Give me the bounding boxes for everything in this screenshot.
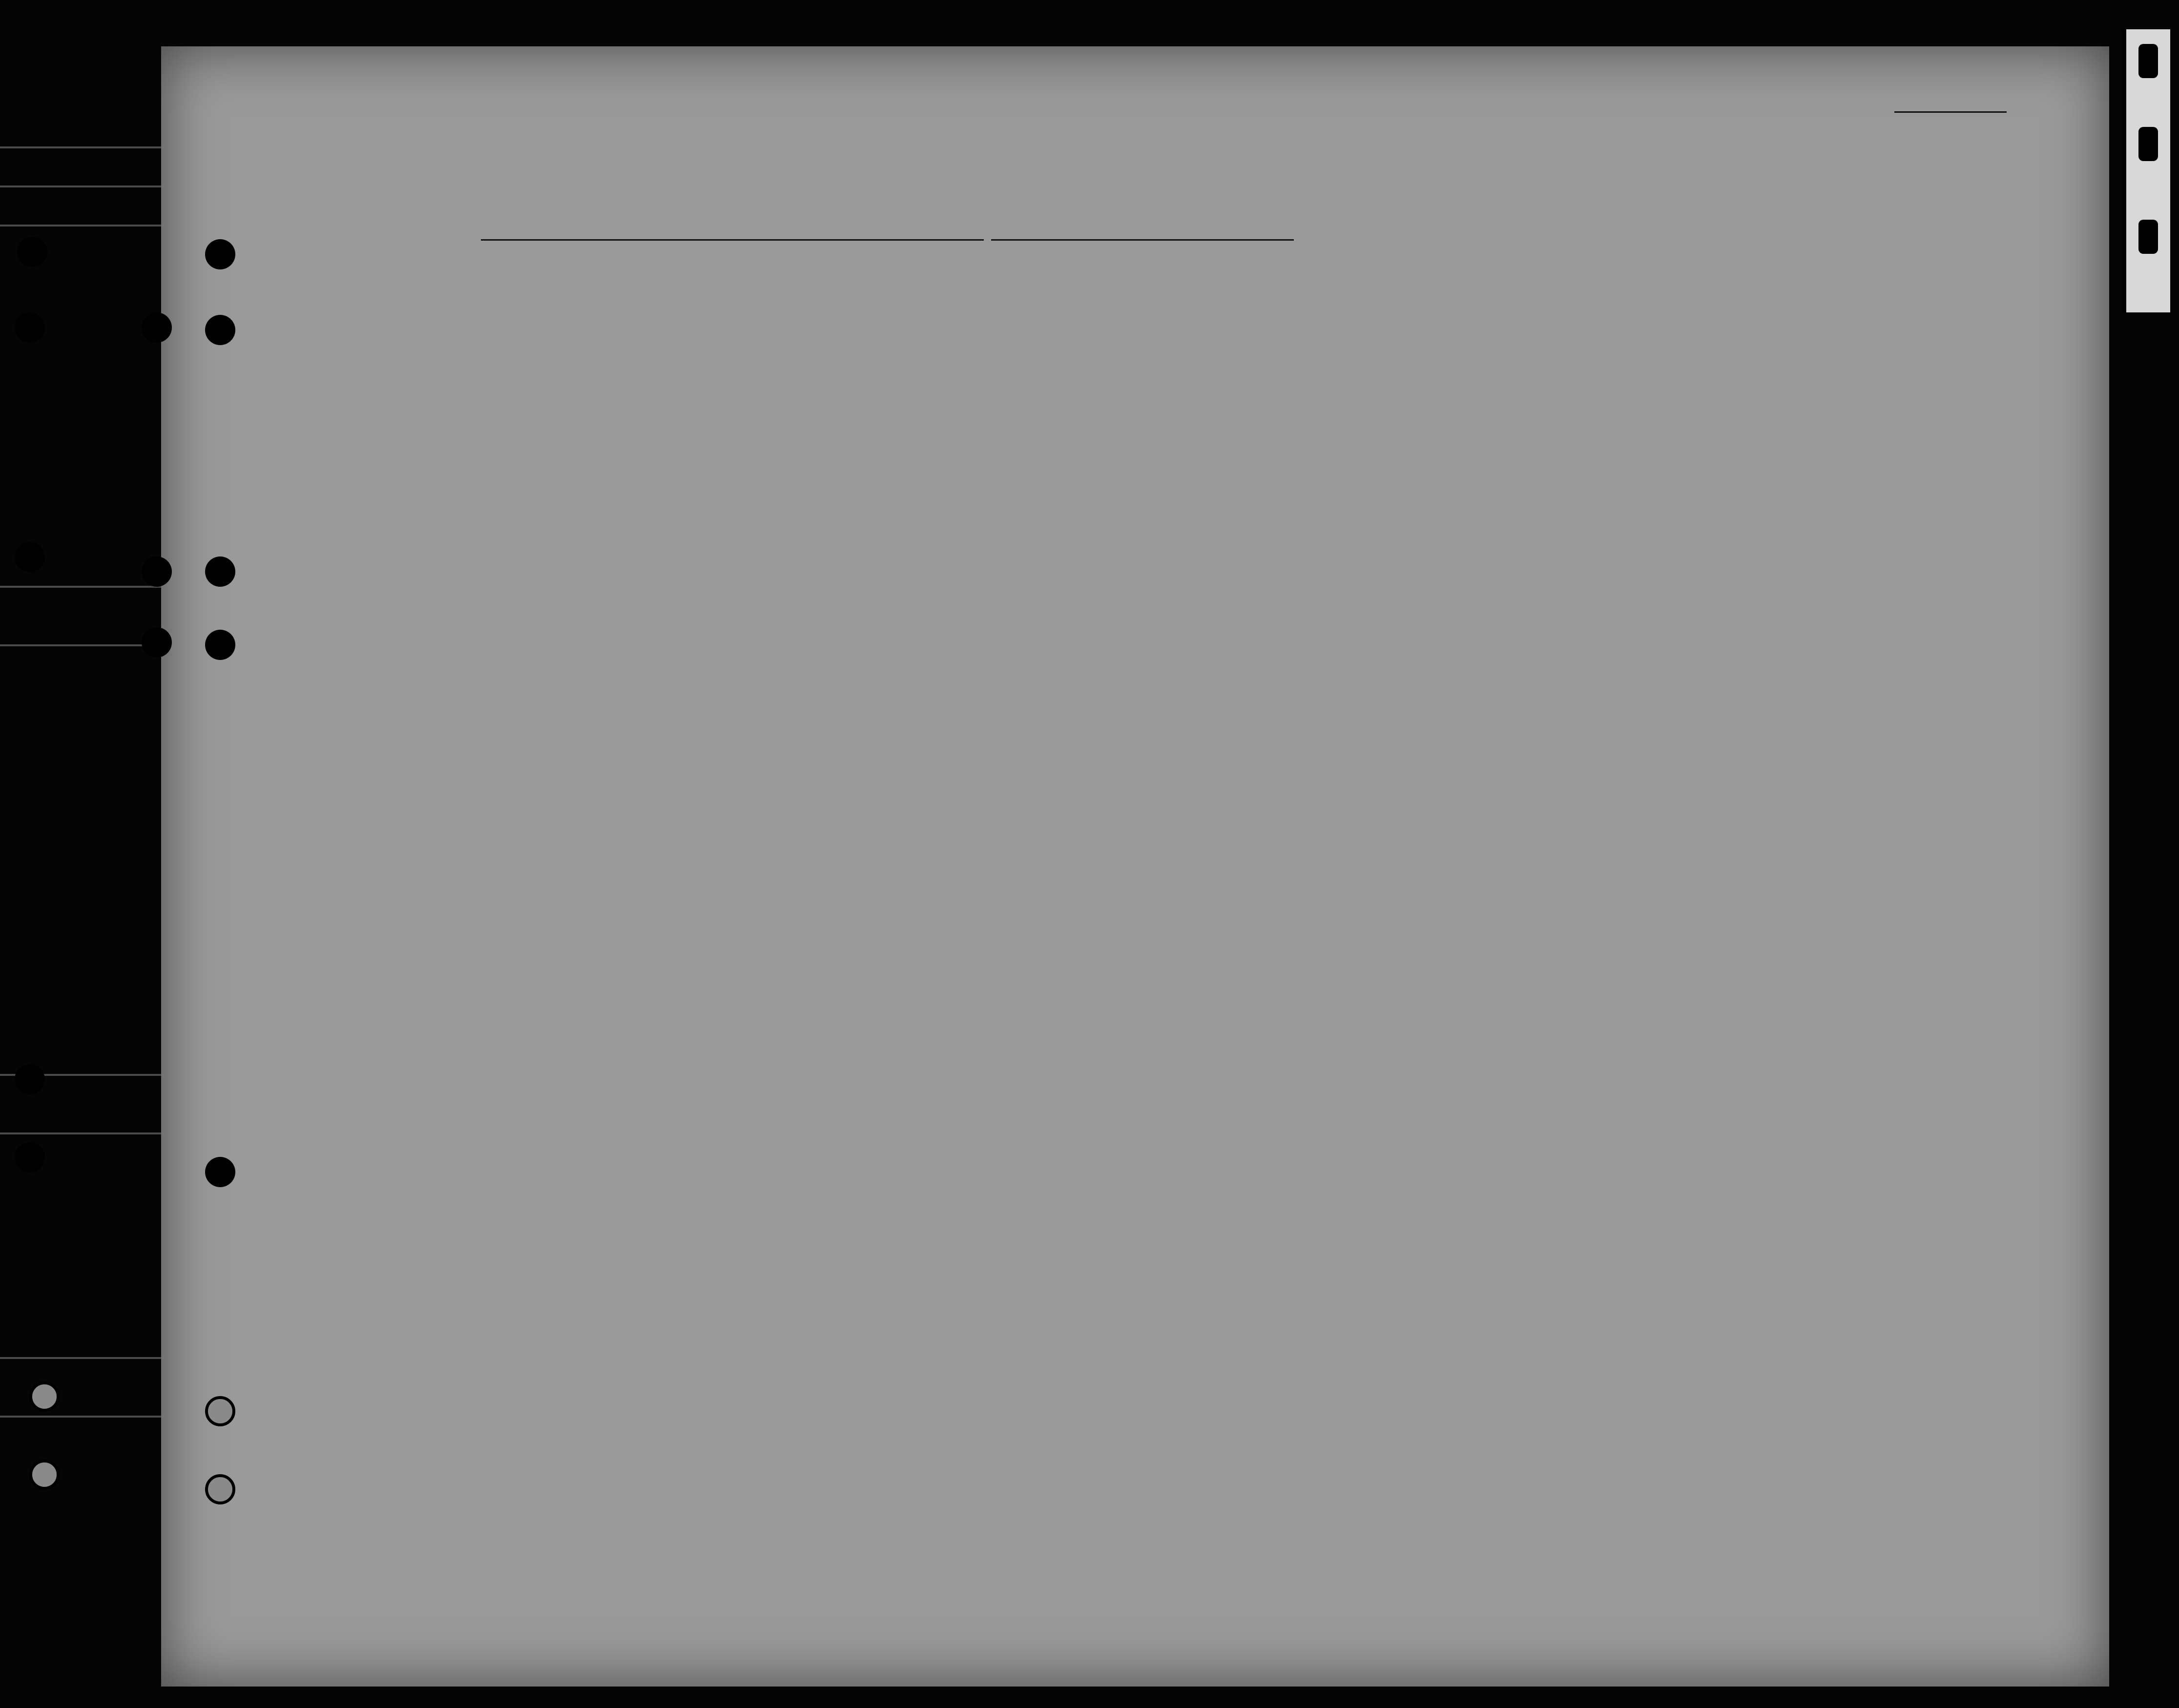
port-line bbox=[481, 239, 984, 241]
date-line bbox=[991, 239, 1294, 241]
manifest-sheet bbox=[161, 46, 2109, 1687]
right-binding-tab bbox=[2121, 29, 2170, 312]
list-number-line bbox=[1894, 111, 2007, 113]
